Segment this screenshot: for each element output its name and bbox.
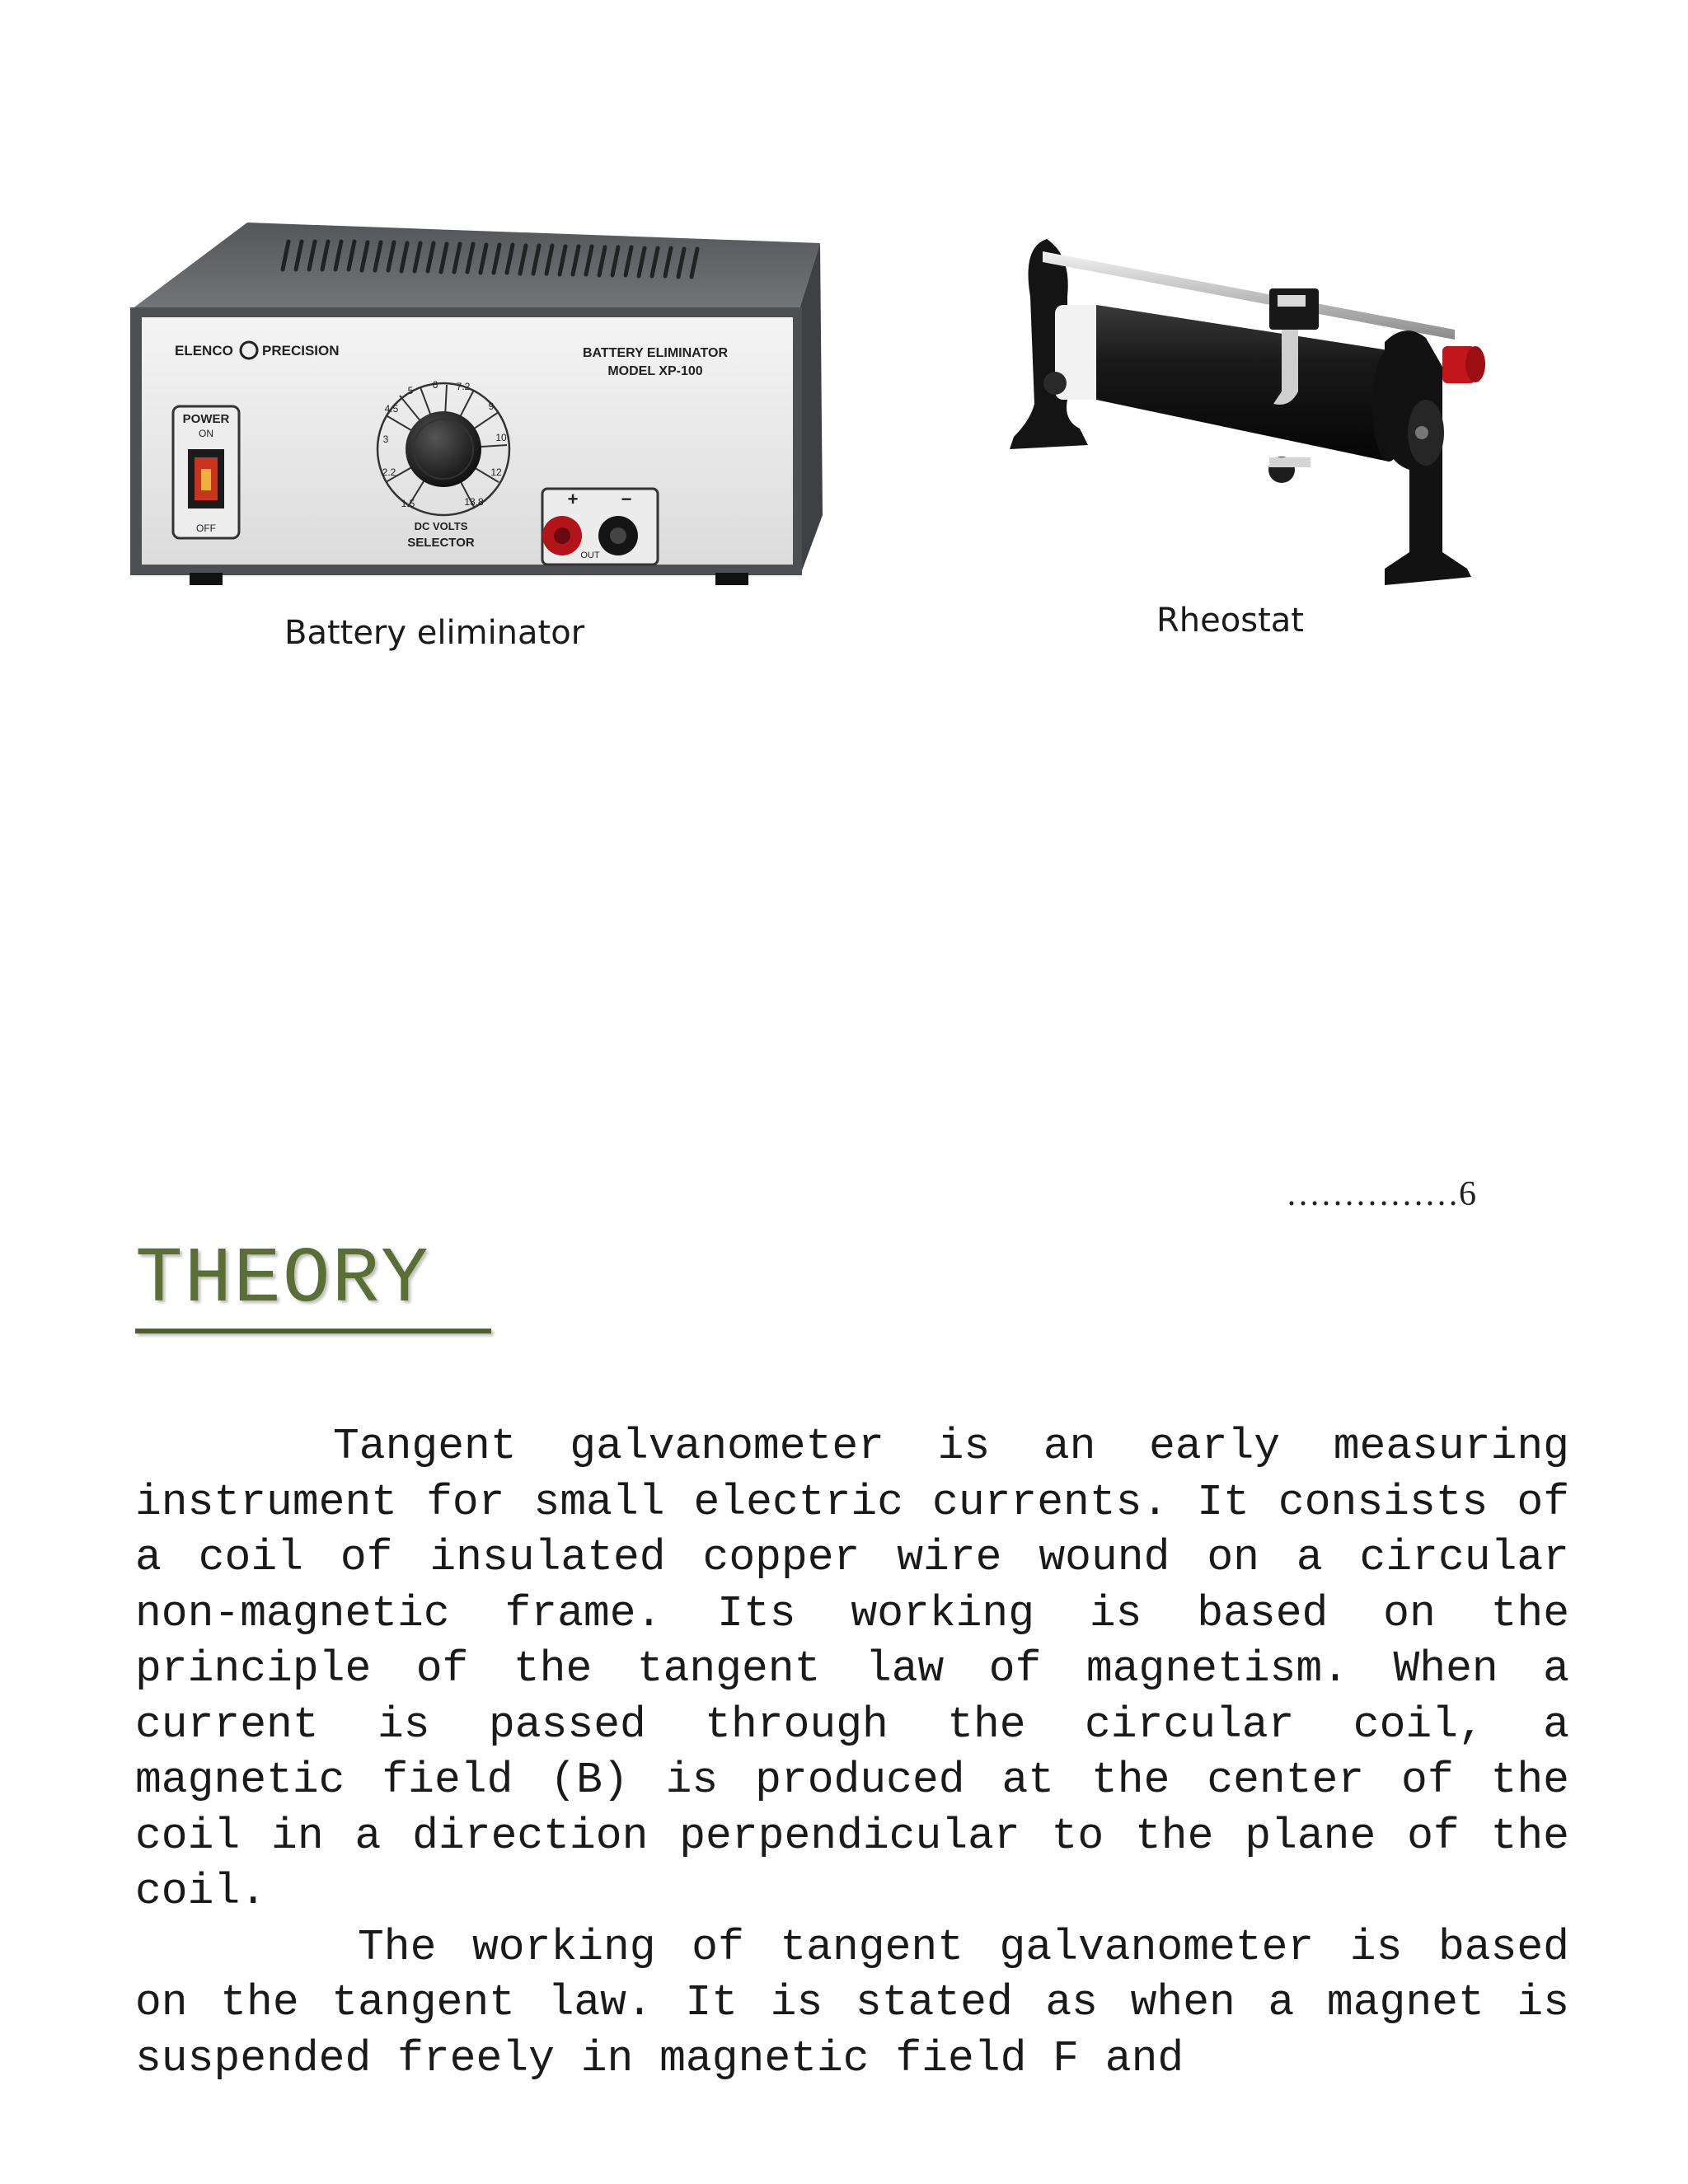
power-off-label: OFF <box>196 523 216 534</box>
battery-eliminator-image <box>124 210 832 614</box>
dial-value: 2.2 <box>382 466 396 478</box>
terminal-plus-label: + <box>567 489 579 509</box>
selector-knob <box>406 411 481 487</box>
paragraph: The working of tangent galvanometer is based on the tangent law. It is stated as when a magnet is suspended freely in magnetic field F and <box>135 1922 1569 2083</box>
rheostat-terminal-left <box>1043 372 1067 395</box>
brand-suffix-label: PRECISION <box>262 343 340 359</box>
dial-value: 7.2 <box>456 381 471 392</box>
dial-value: 10 <box>495 432 507 443</box>
dial-value: 12 <box>490 466 502 478</box>
battery-eliminator-caption: Battery eliminator <box>284 614 585 652</box>
sliding-contact <box>1269 288 1319 330</box>
heading-underline <box>135 1329 491 1333</box>
rheostat-image <box>997 223 1492 602</box>
paragraph: Tangent galvanometer is an early measuring instrument for small electric currents. It consists of a coil of insulated copper wire wound on a circular non-magnetic frame. Its working is based on the principle of the tangent law of magnetism. When a current is passed through the circular coil, a magnetic field (B) is produced at the center of the coil in a direction perpendicular to the plane of the coil. <box>135 1422 1569 1916</box>
rheostat-figure <box>997 223 1492 602</box>
dial-value: 5 <box>407 385 414 396</box>
model-number-label: MODEL XP-100 <box>607 364 703 378</box>
dial-value: 6 <box>432 379 438 391</box>
dial-value: 4.5 <box>384 403 399 415</box>
dial-value: 3 <box>382 434 389 445</box>
power-label: POWER <box>182 412 230 426</box>
brand-label: ELENCO <box>175 343 233 359</box>
section-heading: THEORY <box>135 1235 430 1324</box>
resistance-coil <box>1096 305 1389 462</box>
rheostat-caption: Rheostat <box>1156 602 1304 640</box>
dc-volts-label: DC VOLTS <box>414 520 468 532</box>
battery-eliminator-figure <box>124 210 832 614</box>
page-number: ……………6 <box>1286 1175 1476 1213</box>
dial-value: 13.8 <box>464 496 484 508</box>
dial-value: 9 <box>488 401 495 412</box>
out-label: OUT <box>580 551 600 560</box>
terminal-minus-label: − <box>621 489 632 509</box>
dial-value: 1.5 <box>401 498 415 509</box>
selector-label: SELECTOR <box>407 536 475 550</box>
model-title-label: BATTERY ELIMINATOR <box>583 346 728 360</box>
power-on-label: ON <box>199 428 213 439</box>
section-body <box>135 1419 1569 2087</box>
